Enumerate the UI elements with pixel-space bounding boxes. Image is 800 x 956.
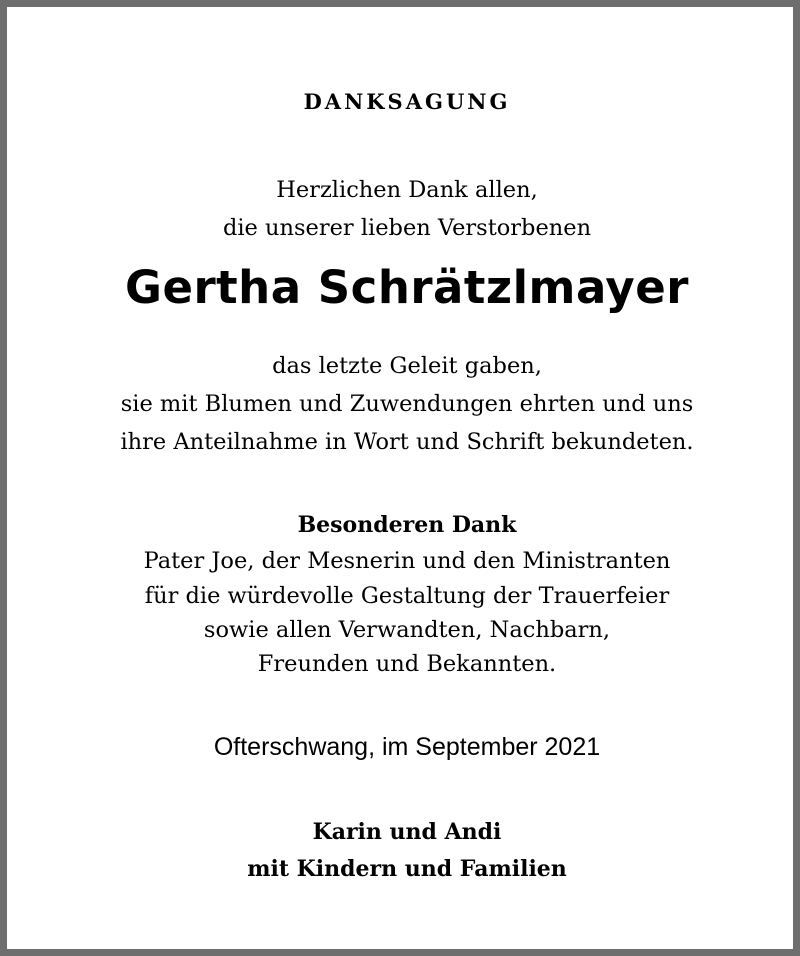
signatory-line-2: mit Kindern und Familien [247,856,567,882]
place-date: Ofterschwang, im September 2021 [213,733,601,761]
gratitude-line-3: ihre Anteilnahme in Wort und Schrift bekundeten. [120,429,694,455]
intro-line-2: die unserer lieben Verstorbenen [222,215,592,241]
signatory-line-1: Karin und Andi [312,819,502,845]
special-thanks-line-3: sowie allen Verwandten, Nachbarn, [203,617,611,643]
gratitude-line-1: das letzte Geleit gaben, [272,353,542,379]
gratitude-line-2: sie mit Blumen und Zuwendungen ehrten und uns [120,391,694,417]
intro-line-1: Herzlichen Dank allen, [276,177,538,203]
special-thanks-line-1: Pater Joe, der Mesnerin und den Ministranten [143,548,671,574]
special-thanks-line-2: für die würdevolle Gestaltung der Trauerfeier [144,583,670,609]
special-thanks-heading: Besonderen Dank [297,512,517,538]
deceased-name: Gertha Schrätzlmayer [125,261,689,314]
notice-heading: DANKSAGUNG [303,89,511,114]
special-thanks-line-4: Freunden und Bekannten. [257,651,557,677]
